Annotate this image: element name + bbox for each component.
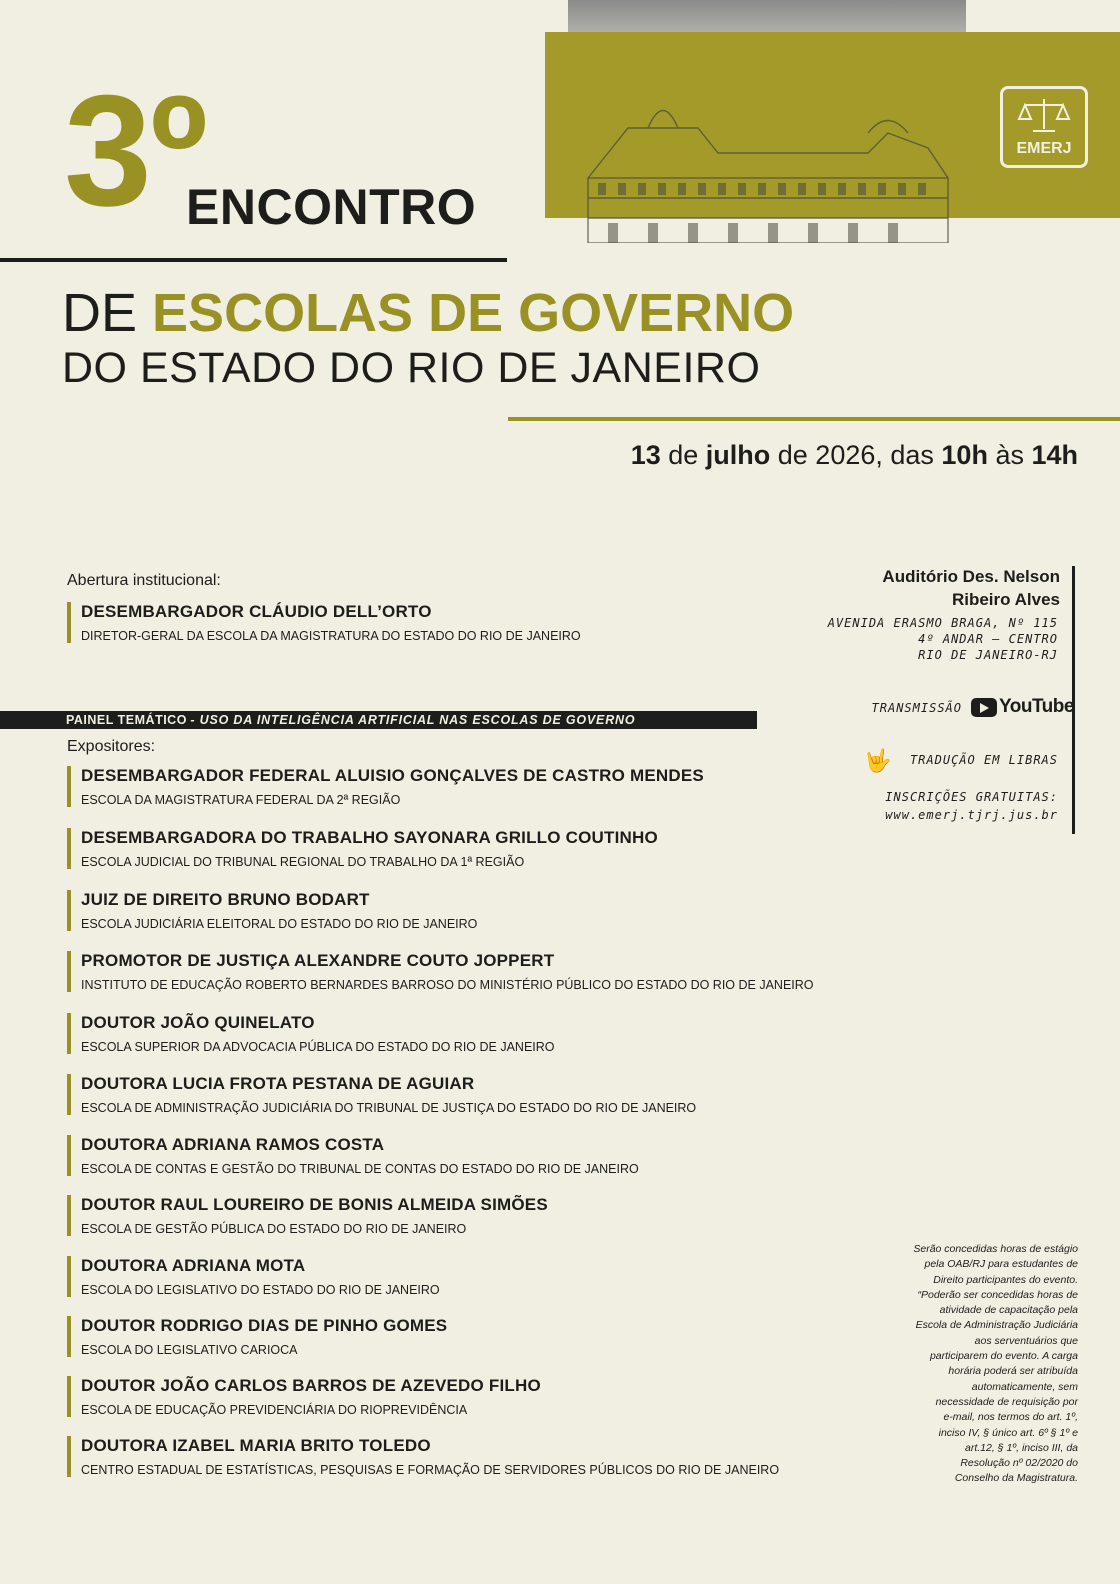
- libras-label: TRADUÇÃO EM LIBRAS: [909, 753, 1058, 767]
- address-line1: AVENIDA ERASMO BRAGA, Nº 115: [827, 616, 1058, 630]
- date-month: julho: [705, 440, 771, 470]
- venue-name-line2: Ribeiro Alves: [951, 590, 1060, 609]
- youtube-wordmark[interactable]: YouTube: [999, 696, 1074, 717]
- speaker-institution: ESCOLA DE CONTAS E GESTÃO DO TRIBUNAL DE CONTAS DO ESTADO DO RIO DE JANEIRO: [81, 1162, 639, 1176]
- event-subtitle: DO ESTADO DO RIO DE JANEIRO: [62, 344, 761, 392]
- note-line: Direito participantes do evento.: [933, 1273, 1078, 1286]
- panel-bar: [0, 711, 757, 729]
- speaker-name: DOUTOR RODRIGO DIAS DE PINHO GOMES: [81, 1316, 448, 1335]
- panel-label: PAINEL TEMÁTICO: [66, 713, 187, 727]
- speaker-name: DOUTOR RAUL LOUREIRO DE BONIS ALMEIDA SIMÕES: [81, 1195, 548, 1214]
- transmission-label: TRANSMISSÃO: [871, 701, 962, 715]
- note-line: art.12, § 1º, inciso III, da: [965, 1441, 1078, 1454]
- date-end: 14h: [1031, 440, 1078, 470]
- venue-name-line1: Auditório Des. Nelson: [882, 567, 1060, 586]
- speaker-institution: ESCOLA DE ADMINISTRAÇÃO JUDICIÁRIA DO TRIBUNAL DE JUSTIÇA DO ESTADO DO RIO DE JANEIRO: [81, 1101, 697, 1115]
- speaker-item: [67, 1135, 639, 1176]
- speaker-name: DESEMBARGADOR CLÁUDIO DELL’ORTO: [81, 602, 432, 621]
- divider-black: [0, 258, 507, 262]
- speaker-name: DOUTORA LUCIA FROTA PESTANA DE AGUIAR: [81, 1074, 475, 1093]
- note-line: atividade de capacitação pela: [939, 1304, 1078, 1317]
- speaker-name: DOUTORA IZABEL MARIA BRITO TOLEDO: [81, 1436, 431, 1455]
- note-line: inciso IV, § único art. 6º § 1º e: [938, 1426, 1078, 1439]
- speaker-institution: INSTITUTO DE EDUCAÇÃO ROBERTO BERNARDES BARROSO DO MINISTÉRIO PÚBLICO DO ESTADO DO RIO DE JANEIRO: [81, 978, 814, 992]
- speaker-item: [67, 1256, 440, 1297]
- panel-theme: - USO DA INTELIGÊNCIA ARTIFICIAL NAS ESCOLAS DE GOVERNO: [190, 713, 636, 727]
- speaker-institution: ESCOLA DE GESTÃO PÚBLICA DO ESTADO DO RIO DE JANEIRO: [81, 1222, 467, 1236]
- speaker-institution: CENTRO ESTADUAL DE ESTATÍSTICAS, PESQUISAS E FORMAÇÃO DE SERVIDORES PÚBLICOS DO RIO DE JANEIRO: [81, 1463, 780, 1477]
- note-line: Resolução nº 02/2020 do: [960, 1457, 1078, 1470]
- speaker-name: DOUTORA ADRIANA MOTA: [81, 1256, 306, 1275]
- speaker-item: [67, 1316, 447, 1357]
- note-line: “Poderão ser concedidas horas de: [917, 1288, 1078, 1301]
- speaker-institution: ESCOLA DO LEGISLATIVO DO ESTADO DO RIO DE JANEIRO: [81, 1283, 440, 1297]
- footnote: [860, 1242, 1078, 1487]
- edition-number: 3º: [64, 63, 206, 239]
- registration-url[interactable]: www.emerj.tjrj.jus.br: [885, 808, 1058, 822]
- play-icon: [980, 703, 989, 713]
- speaker-item: [67, 766, 704, 807]
- speaker-institution: ESCOLA DE EDUCAÇÃO PREVIDENCIÁRIA DO RIOPREVIDÊNCIA: [81, 1403, 468, 1417]
- date-day: 13: [630, 440, 661, 470]
- address-line3: RIO DE JANEIRO-RJ: [918, 648, 1058, 662]
- note-line: Serão concedidas horas de estágio: [913, 1243, 1078, 1255]
- note-line: automaticamente, sem: [971, 1380, 1078, 1393]
- speaker-item: [67, 1074, 696, 1115]
- date-start: 10h: [941, 440, 988, 470]
- note-line: Escola de Administração Judiciária: [915, 1319, 1078, 1332]
- opening-label: Abertura institucional:: [67, 572, 221, 589]
- speaker-name: DESEMBARGADOR FEDERAL ALUISIO GONÇALVES DE CASTRO MENDES: [81, 766, 704, 785]
- speaker-name: DOUTORA ADRIANA RAMOS COSTA: [81, 1135, 385, 1154]
- speaker-item: [67, 951, 814, 992]
- note-line: Conselho da Magistratura.: [954, 1472, 1078, 1485]
- speaker-institution: ESCOLA DO LEGISLATIVO CARIOCA: [81, 1343, 298, 1357]
- note-line: participarem do evento. A carga: [929, 1350, 1078, 1363]
- speaker-name: JUIZ DE DIREITO BRUNO BODART: [81, 890, 370, 909]
- speaker-item: [67, 1195, 548, 1236]
- speaker-institution: ESCOLA SUPERIOR DA ADVOCACIA PÚBLICA DO ESTADO DO RIO DE JANEIRO: [81, 1040, 555, 1054]
- logo-text: EMERJ: [1016, 140, 1072, 157]
- speaker-name: DOUTOR JOÃO CARLOS BARROS DE AZEVEDO FILHO: [81, 1376, 541, 1395]
- speaker-item: [67, 1436, 779, 1477]
- note-line: e-mail, nos termos do art. 1º,: [943, 1411, 1078, 1424]
- speaker-institution: ESCOLA DA MAGISTRATURA FEDERAL DA 2ª REGIÃO: [81, 793, 401, 807]
- title-prefix: DE: [62, 283, 138, 343]
- speaker-name: DOUTOR JOÃO QUINELATO: [81, 1013, 315, 1032]
- date-sep3: às: [987, 440, 1032, 470]
- note-line: horária poderá ser atribuída: [948, 1365, 1078, 1378]
- speaker-name: PROMOTOR DE JUSTIÇA ALEXANDRE COUTO JOPPERT: [81, 951, 555, 970]
- divider-olive: [508, 417, 1120, 421]
- speaker-item: [67, 1013, 555, 1054]
- opening-speaker: [67, 602, 581, 643]
- registration-label: INSCRIÇÕES GRATUITAS:: [885, 790, 1058, 804]
- event-word: ENCONTRO: [186, 179, 477, 235]
- note-line: aos serventuários que: [974, 1334, 1078, 1347]
- address-line2: 4º ANDAR – CENTRO: [918, 632, 1058, 646]
- date-sep1: de: [660, 440, 706, 470]
- date-sep2: de 2026, das: [770, 440, 942, 470]
- event-date: [631, 440, 1078, 471]
- speaker-item: [67, 828, 658, 869]
- note-line: pela OAB/RJ para estudantes de: [924, 1258, 1078, 1271]
- event-title: [62, 282, 794, 344]
- speaker-name: DESEMBARGADORA DO TRABALHO SAYONARA GRILLO COUTINHO: [81, 828, 658, 847]
- speaker-institution: DIRETOR-GERAL DA ESCOLA DA MAGISTRATURA DO ESTADO DO RIO DE JANEIRO: [81, 629, 581, 643]
- speaker-institution: ESCOLA JUDICIAL DO TRIBUNAL REGIONAL DO TRABALHO DA 1ª REGIÃO: [81, 855, 525, 869]
- speaker-institution: ESCOLA JUDICIÁRIA ELEITORAL DO ESTADO DO RIO DE JANEIRO: [81, 917, 478, 931]
- sign-language-icon: 🤟: [864, 748, 892, 773]
- scales-icon: [1003, 89, 1085, 141]
- speaker-item: [67, 1376, 541, 1417]
- building-illustration: [568, 38, 966, 243]
- speakers-label: Expositores:: [67, 738, 156, 755]
- title-main: ESCOLAS DE GOVERNO: [152, 283, 795, 343]
- speaker-item: [67, 890, 477, 931]
- note-line: necessidade de requisição por: [935, 1395, 1078, 1408]
